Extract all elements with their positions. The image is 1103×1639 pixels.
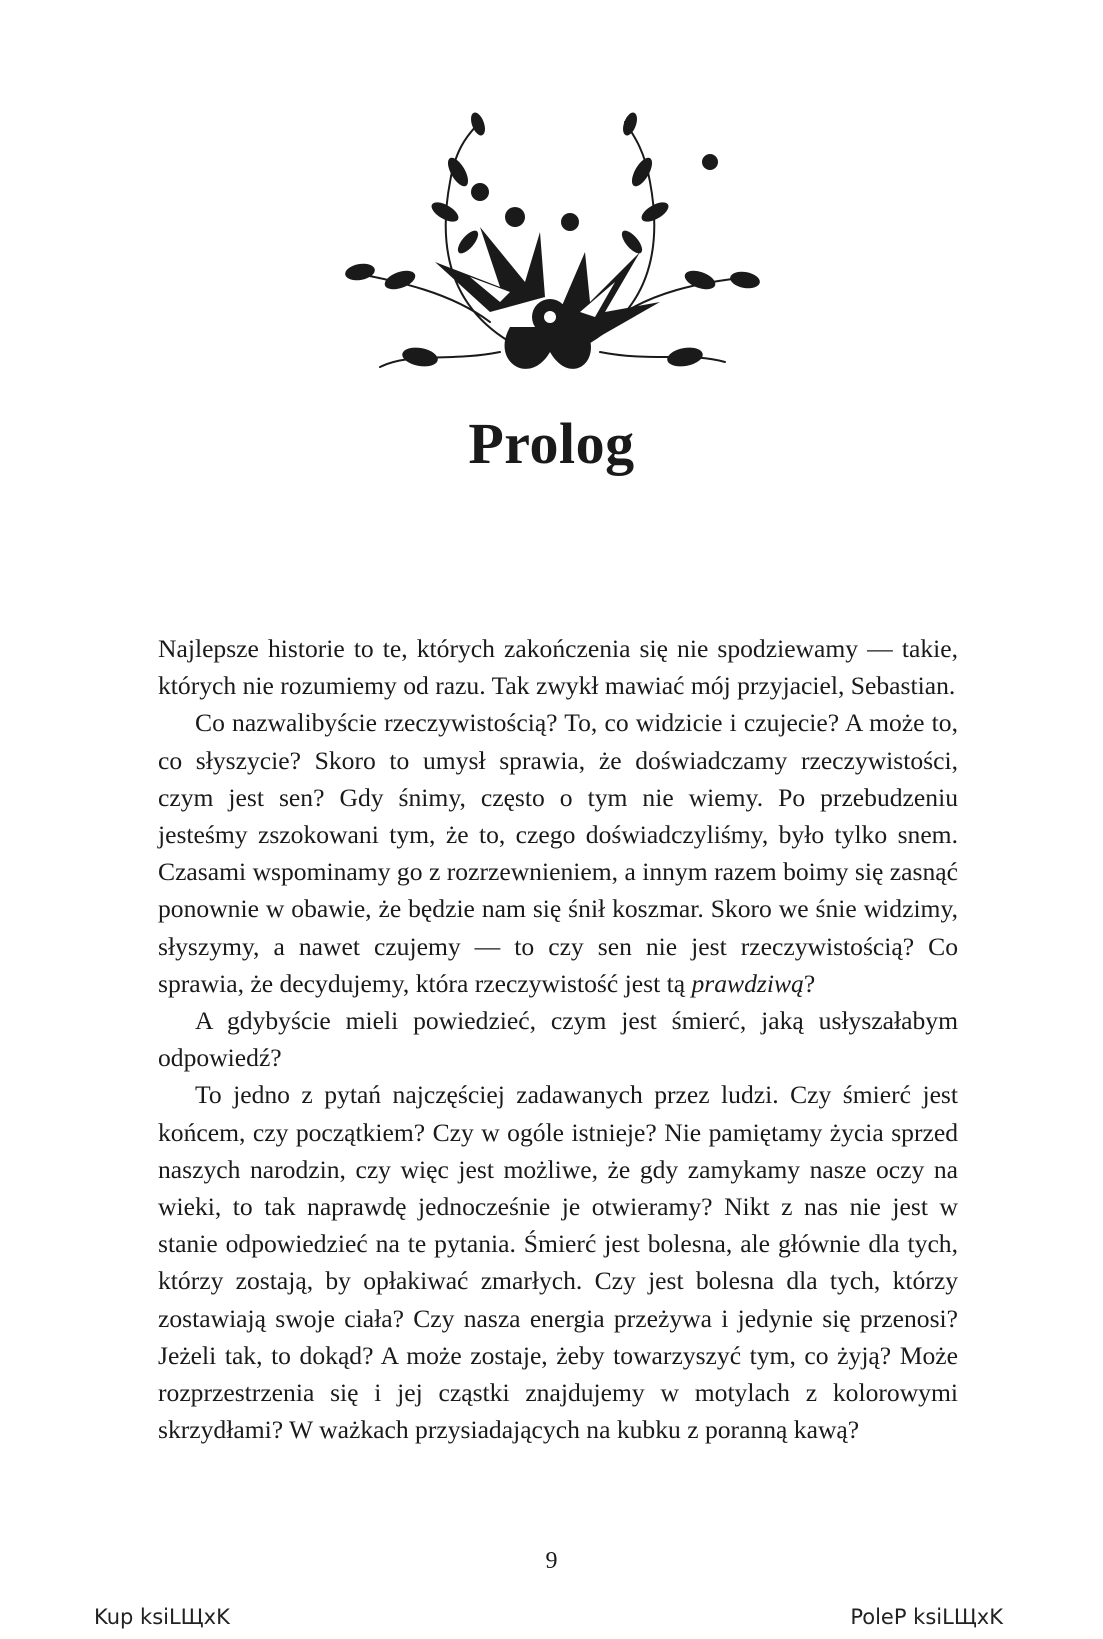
paragraph-1: Najlepsze historie to te, których zakończenia się nie spodziewamy — takie, których nie rozumiemy od razu. Tak zwykł mawiać mój przyjaciel, Sebastian. [158,634,958,701]
emphasis-word: prawdziwą [691,968,804,998]
floral-ornament-icon [340,112,760,392]
body-text [158,630,958,1448]
footer-link-recommend-book[interactable]: PoleP ksiLЩxK [850,1605,1003,1629]
paragraph-2: Co nazwalibyście rzeczywistością? To, co widzicie i czujecie? A może to, co słyszycie? Skoro to umysł sprawia, że doświadczamy rzeczywistości, czym jest sen? Gdy śnimy, często o tym nie wiemy. Po przebudzeniu jesteśmy zszokowani tym, że to, czego doświadczyliśmy, było tylko snem. Czasami wspominamy go z rozrzewnieniem, a innym razem boimy się zasnąć ponownie w obawie, że będzie nam się śnił koszmar. Skoro we śnie widzimy, słyszymy, a nawet czujemy — to czy sen nie jest rzeczywistością? Co sprawia, że decydujemy, która rzeczywistość jest tą prawdziwą? [158,708,958,998]
footer-link-buy-book[interactable]: Kup ksiLЩxK [94,1605,230,1629]
chapter-title: Prolog [468,411,635,476]
paragraph-4: To jedno z pytań najczęściej zadawanych przez ludzi. Czy śmierć jest końcem, czy początkiem? Czy w ogóle istnieje? Nie pamiętamy życia sprzed naszych narodzin, czy więc jest możliwe, że gdy zamykamy nasze oczy na wieki, to tak naprawdę jednocześnie je otwieramy? Nikt z nas nie jest w stanie odpowiedzieć na te pytania. Śmierć jest bolesna, ale głównie dla tych, którzy zostają, by opłakiwać zmarłych. Czy jest bolesna dla tych, którzy zostawiają swoje ciała? Czy nasza energia przeżywa i jedynie się przenosi? Jeżeli tak, to dokąd? A może zostaje, żeby towarzyszyć tym, co żyją? Może rozprzestrzenia się i jej cząstki znajdujemy w motylach z kolorowymi skrzydłami? W ważkach przysiadających na kubku z poranną kawą? [158,1080,958,1445]
page-number: 9 [545,1548,558,1574]
paragraph-3: A gdybyście mieli powiedzieć, czym jest śmierć, jaką usłyszałabym odpowiedź? [158,1006,958,1073]
